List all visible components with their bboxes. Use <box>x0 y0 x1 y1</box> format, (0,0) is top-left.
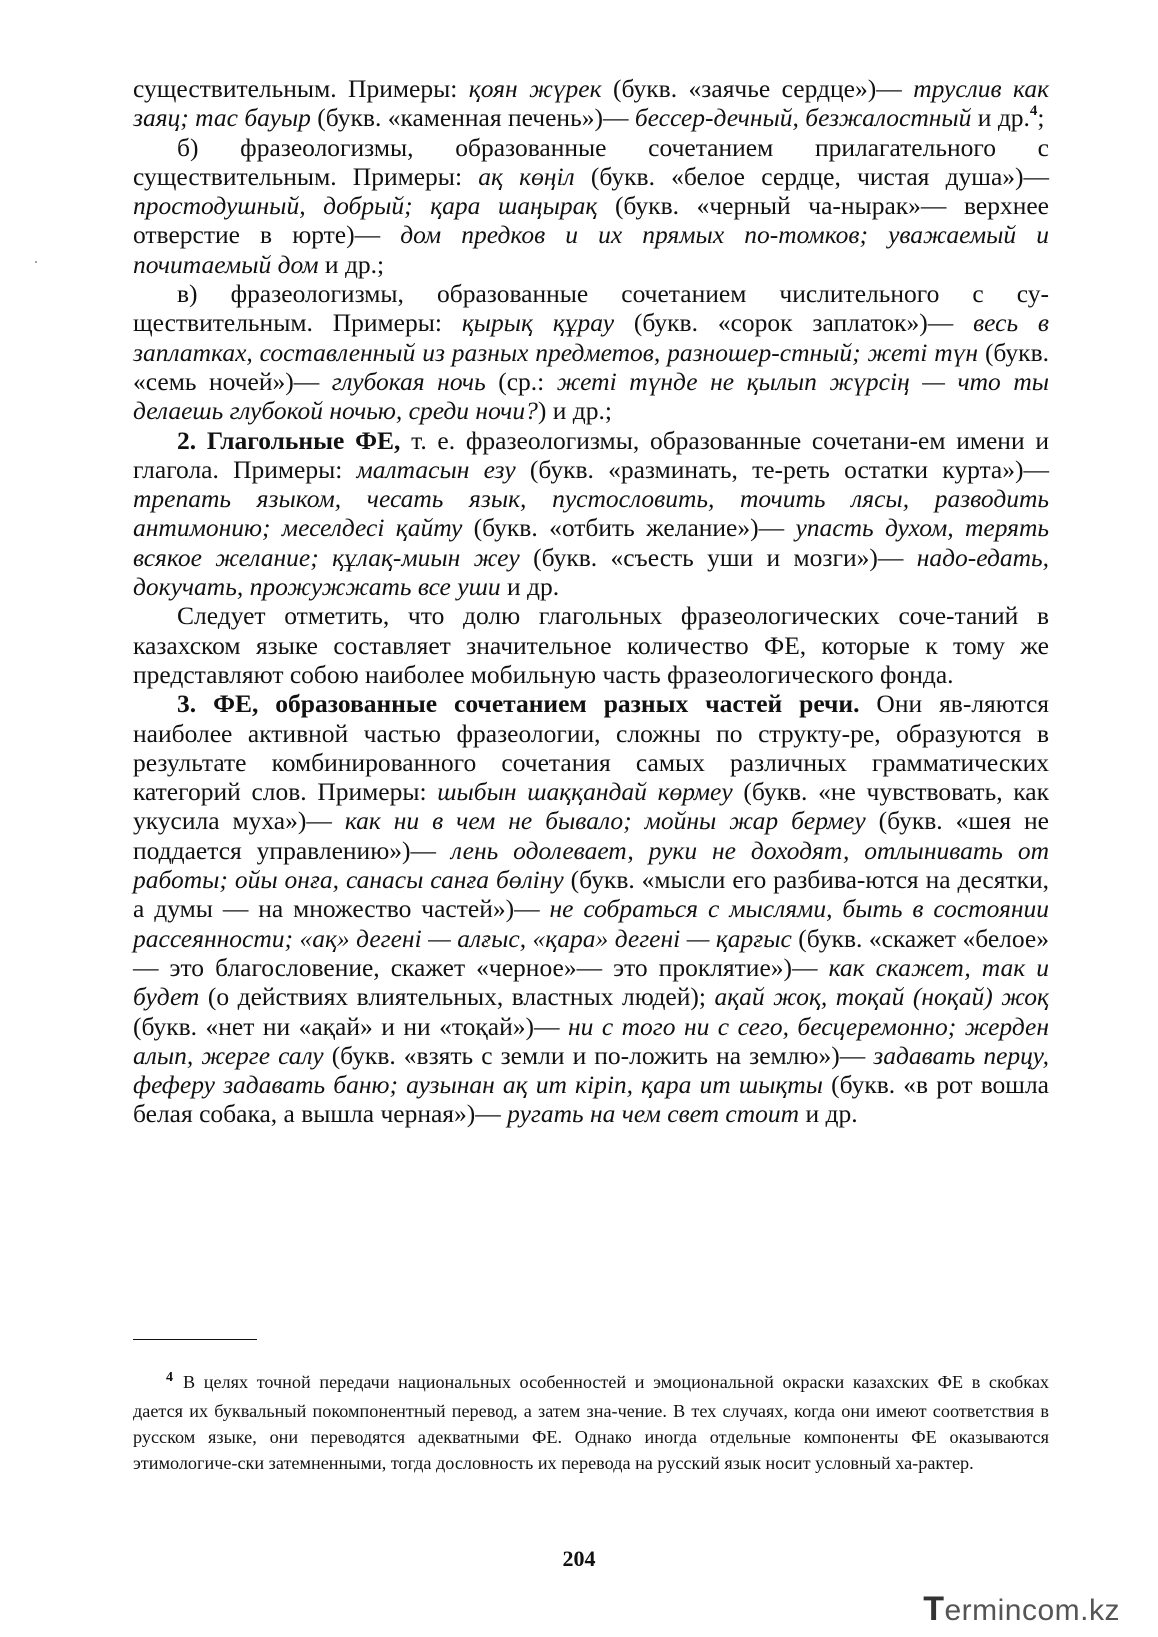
paragraph-continuation: существительным. Примеры: қоян жүрек (букв. «заячье сердце»)— труслив как заяц; тас бауыр (букв. «каменная печень»)— бессер-дечный, безжалостный и др.$^4$; <box>133 74 1050 133</box>
scan-speck <box>35 261 37 263</box>
footnote-mark: 4 <box>166 1370 173 1385</box>
section-heading-verbal: 2. Глагольные ФЕ, <box>177 425 401 455</box>
watermark-logo: Termincom.kz <box>923 1590 1120 1628</box>
footnote-divider <box>133 1339 257 1340</box>
paragraph-note: Следует отметить, что долю глагольных фразеологических соче-таний в казахском языке составляет значительное количество ФЕ, которые к тому же представляют собою наиболее мобильную часть фразеологического фонда. <box>133 601 1049 689</box>
footnote-reference[interactable]: 4 <box>1029 102 1038 119</box>
paragraph-verbal-fe: 2. Глагольные ФЕ, т. е. фразеологизмы, образованные сочетани-ем имени и глагола. Примеры: малтасын езу (букв. «разминать, те-реть остатки курта»)— трепать языком, чесать язык, пустословить, точить лясы, разводить антимонию; меселдесі қайту (букв. «отбить желание»)— упасть духом, терять всякое желание; құлақ-миын жеу (букв. «съесть уши и мозги»)— надо-едать, докучать, прожужжать все уши и др. <box>133 425 1049 602</box>
footnote-text: В целях точной передачи национальных особенностей и эмоциональной окраски казахских ФЕ в скобках дается их буквальный покомпонентный перевод, а затем зна-чение. В тех случаях, когда они имеют соответствия в русском языке, они переводятся адекватными ФЕ. Однако иногда отдельные компоненты ФЕ оказываются этимологиче-ски затемненными, тогда дословность их перевода на русский язык носит условный ха-рактер. <box>133 1372 1049 1474</box>
section-heading-mixed: 3. ФЕ, образованные сочетанием разных частей речи. <box>177 689 860 719</box>
paragraph-adjective-noun: б) фразеологизмы, образованные сочетанием прилагательного с существительным. Примеры: ақ көңіл (букв. «белое сердце, чистая душа»)— простодушный, добрый; қара шаңырақ (букв. «черный ча-нырак»— верхнее отверстие в юрте)— дом предков и их прямых по-томков; уважаемый и почитаемый дом и др.; <box>133 132 1050 279</box>
footnote <box>133 1369 1049 1476</box>
main-text <box>133 74 1049 1129</box>
paragraph-numeral-noun: в) фразеологизмы, образованные сочетанием числительного с су-ществительным. Примеры: қырық құрау (букв. «сорок заплаток»)— весь в заплатках, составленный из разных предметов, разношер-стный; жеті түн (букв. «семь ночей»)— глубокая ночь (ср.: жеті түнде не қылып жүрсің — что ты делаешь глубокой ночью, среди ночи?) и др.; <box>133 279 1050 426</box>
paragraph-mixed-fe: 3. ФЕ, образованные сочетанием разных частей речи. Они яв-ляются наиболее активной частью фразеологии, сложны по структу-ре, образуются в результате комбинированного сочетания самых различных грамматических категорий слов. Примеры: шыбын шаққандай көрмеу (букв. «не чувствовать, как укусила муха»)— как ни в чем не бывало; мойны жар бермеу (букв. «шея не поддается управлению»)— лень одолевает, руки не доходят, отлынивать от работы; ойы онға, санасы санға бөліну (букв. «мысли его разбива-ются на десятки, а думы — на множество частей»)— не собраться с мыслями, быть в состоянии рассеянности; «ақ» дегені — алғыс, «қара» дегені — қарғыс (букв. «скажет «белое» — это благословение, скажет «черное»— это проклятие»)— как скажет, так и будет (о действиях влиятельных, властных людей); ақай жоқ, тоқай (ноқай) жоқ (букв. «нет ни «ақай» и ни «тоқай»)— ни с того ни с сего, бесцеремонно; жерден алып, жерге салу (букв. «взять с земли и по-ложить на землю»)— задавать перцу, феферу задавать баню; аузынан ақ ит кіріп, қара ит шықты (букв. «в рот вошла белая собака, а вышла черная»)— ругать на чем свет стоит и др. <box>133 689 1050 1129</box>
page-number: 204 <box>562 1546 596 1571</box>
